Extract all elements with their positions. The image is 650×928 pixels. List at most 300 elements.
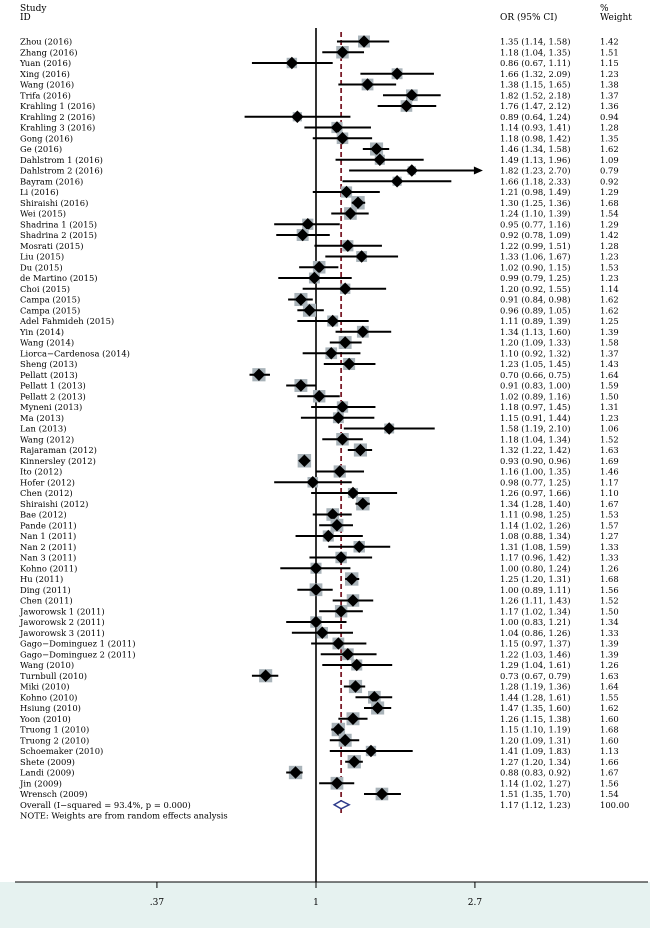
overall-diamond xyxy=(334,801,349,809)
study-weight: 1.23 xyxy=(600,273,619,283)
study-weight: 1.50 xyxy=(600,606,619,617)
study-label: Choi (2015) xyxy=(20,283,71,294)
study-weight: 1.46 xyxy=(600,466,619,477)
study-weight: 1.43 xyxy=(600,359,619,369)
study-weight: 1.68 xyxy=(600,574,619,584)
study-label: Miki (2010) xyxy=(20,681,70,692)
study-rows xyxy=(19,35,619,800)
study-or-ci: 0.70 (0.66, 0.75) xyxy=(500,369,571,380)
study-label: Truong 2 (2010) xyxy=(20,735,90,746)
study-weight: 1.69 xyxy=(600,455,619,466)
study-weight: 1.23 xyxy=(600,251,619,262)
study-weight: 0.92 xyxy=(600,176,619,187)
ci-arrow-icon xyxy=(474,167,483,175)
study-or-ci: 0.99 (0.79, 1.25) xyxy=(500,273,571,283)
study-row xyxy=(20,175,619,187)
study-weight: 1.52 xyxy=(600,595,619,606)
study-label: Gago−Dominguez 1 (2011) xyxy=(20,638,136,649)
study-or-ci: 1.10 (0.92, 1.32) xyxy=(500,348,571,359)
study-row xyxy=(19,616,619,628)
study-or-ci: 1.82 (1.52, 2.18) xyxy=(500,90,571,101)
study-row xyxy=(20,637,619,649)
study-label: Chen (2011) xyxy=(20,595,73,606)
study-or-ci: 0.88 (0.83, 0.92) xyxy=(500,767,571,778)
study-row xyxy=(20,46,619,58)
study-weight: 1.39 xyxy=(600,326,619,337)
study-or-ci: 1.24 (1.10, 1.39) xyxy=(500,208,571,219)
study-or-ci: 0.96 (0.89, 1.05) xyxy=(500,305,571,316)
study-label: Wang (2016) xyxy=(20,79,75,90)
study-label: Ma (2013) xyxy=(20,412,65,423)
study-row xyxy=(19,315,619,327)
study-row xyxy=(20,379,619,392)
study-or-ci: 1.23 (1.05, 1.45) xyxy=(500,359,571,369)
study-label: Shete (2009) xyxy=(20,756,75,767)
study-row xyxy=(20,272,619,284)
study-row xyxy=(20,304,619,317)
study-label: Bayram (2016) xyxy=(20,176,84,187)
study-or-ci: 1.41 (1.09, 1.83) xyxy=(500,746,571,756)
study-label: Bae (2012) xyxy=(20,509,67,520)
study-label: Chen (2012) xyxy=(20,488,73,498)
study-weight: 1.17 xyxy=(600,477,619,488)
study-label: Landi (2009) xyxy=(20,767,75,778)
point-estimate xyxy=(406,164,418,176)
study-weight: 1.52 xyxy=(600,434,619,445)
study-row xyxy=(20,142,619,155)
study-or-ci: 1.14 (1.02, 1.27) xyxy=(500,778,571,789)
study-or-ci: 1.76 (1.47, 2.12) xyxy=(500,101,571,111)
study-or-ci: 1.14 (0.93, 1.41) xyxy=(500,122,571,133)
study-weight: 1.28 xyxy=(600,240,619,251)
study-or-ci: 1.00 (0.89, 1.11) xyxy=(500,584,571,595)
study-label: Turnbull (2010) xyxy=(20,670,87,681)
study-label: Adel Fahmideh (2015) xyxy=(20,316,115,326)
study-weight: 1.68 xyxy=(600,197,619,208)
study-row xyxy=(19,57,619,69)
study-label: Liu (2015) xyxy=(20,251,65,262)
study-or-ci: 1.00 (0.83, 1.21) xyxy=(500,617,571,627)
study-row xyxy=(20,358,619,370)
study-row xyxy=(20,261,619,274)
study-weight: 1.29 xyxy=(600,187,619,197)
study-weight: 1.35 xyxy=(600,133,619,144)
study-row xyxy=(20,723,619,736)
study-label: Pellatt (2013) xyxy=(20,369,78,380)
study-weight: 1.55 xyxy=(600,692,619,703)
study-or-ci: 1.82 (1.23, 2.70) xyxy=(500,165,571,176)
reference-lines xyxy=(316,28,341,882)
study-row xyxy=(20,497,619,510)
study-or-ci: 1.18 (0.97, 1.45) xyxy=(500,402,571,412)
study-weight: 1.28 xyxy=(600,122,619,133)
study-row xyxy=(20,207,619,220)
study-label: Wrensch (2009) xyxy=(20,789,88,799)
study-row xyxy=(20,541,619,553)
study-or-ci: 1.11 (0.89, 1.39) xyxy=(500,316,571,326)
study-row xyxy=(20,562,619,574)
study-weight: 1.53 xyxy=(600,509,619,520)
study-label: Campa (2015) xyxy=(20,305,81,316)
x-axis xyxy=(15,882,648,908)
study-row xyxy=(20,519,619,532)
study-or-ci: 1.04 (0.86, 1.26) xyxy=(500,627,571,638)
study-or-ci: 1.14 (1.02, 1.26) xyxy=(500,520,571,531)
overall-weight: 100.00 xyxy=(600,799,630,810)
study-row xyxy=(20,347,619,359)
study-row xyxy=(20,766,619,779)
study-row xyxy=(20,111,619,123)
study-or-ci: 0.86 (0.67, 1.11) xyxy=(500,58,571,68)
header-id: ID xyxy=(20,13,31,23)
study-weight: 1.63 xyxy=(600,445,619,455)
study-label: Jaworowsk 3 (2011) xyxy=(20,627,105,638)
study-row xyxy=(20,551,619,563)
study-label: Pellatt 2 (2013) xyxy=(20,391,86,402)
study-label: Krahling 2 (2016) xyxy=(20,111,96,122)
study-weight: 1.33 xyxy=(600,552,619,563)
study-weight: 1.23 xyxy=(600,412,619,423)
study-row xyxy=(20,390,619,402)
study-or-ci: 1.35 (1.14, 1.58) xyxy=(500,36,571,47)
study-label: Jaworowsk 1 (2011) xyxy=(20,606,105,617)
study-label: Gago−Dominguez 2 (2011) xyxy=(20,649,136,660)
study-weight: 0.94 xyxy=(600,111,619,122)
study-label: Shiraishi (2016) xyxy=(20,197,89,208)
study-label: Hofer (2012) xyxy=(20,477,75,488)
study-weight: 1.33 xyxy=(600,627,619,638)
study-row xyxy=(20,669,619,682)
study-label: Wei (2015) xyxy=(20,208,67,219)
study-or-ci: 1.22 (1.03, 1.46) xyxy=(500,649,571,660)
header-percent: % xyxy=(600,4,609,14)
study-label: Krahling 3 (2016) xyxy=(20,122,96,133)
study-label: Pellatt 1 (2013) xyxy=(20,380,86,391)
study-or-ci: 1.66 (1.32, 2.09) xyxy=(500,68,571,79)
study-weight: 1.62 xyxy=(600,305,619,316)
study-label: Rajaraman (2012) xyxy=(20,445,97,455)
study-label: Kohno (2010) xyxy=(20,692,78,703)
study-weight: 1.09 xyxy=(600,154,619,165)
study-row xyxy=(20,250,619,262)
study-row xyxy=(19,605,619,617)
study-row xyxy=(20,229,619,241)
study-label: Lan (2013) xyxy=(20,423,67,434)
study-or-ci: 0.93 (0.90, 0.96) xyxy=(500,455,571,466)
study-weight: 1.36 xyxy=(600,101,619,111)
study-label: Wang (2014) xyxy=(20,337,75,348)
overall-or-ci: 1.17 (1.12, 1.23) xyxy=(500,799,571,810)
study-weight: 1.54 xyxy=(600,208,619,219)
study-or-ci: 1.31 (1.08, 1.59) xyxy=(500,541,571,552)
study-label: Truong 1 (2010) xyxy=(20,724,90,735)
study-weight: 1.15 xyxy=(600,58,619,68)
study-row xyxy=(20,433,619,446)
study-or-ci: 1.18 (1.04, 1.35) xyxy=(500,47,571,58)
study-or-ci: 1.02 (0.90, 1.15) xyxy=(500,262,571,273)
study-weight: 1.64 xyxy=(600,681,619,692)
study-weight: 1.42 xyxy=(600,36,619,47)
study-weight: 1.66 xyxy=(600,756,619,767)
study-row xyxy=(20,691,619,704)
study-label: Mosrati (2015) xyxy=(20,240,84,251)
x-tick-label: 1 xyxy=(313,898,319,908)
study-weight: 1.51 xyxy=(600,47,619,58)
study-row xyxy=(20,487,619,499)
study-or-ci: 0.92 (0.78, 1.09) xyxy=(500,230,571,240)
study-row xyxy=(20,164,619,176)
study-weight: 1.60 xyxy=(600,735,619,746)
study-or-ci: 1.30 (1.25, 1.36) xyxy=(500,197,571,208)
study-or-ci: 1.25 (1.20, 1.31) xyxy=(500,574,571,584)
study-row xyxy=(20,78,619,90)
overall-label: Overall (I−squared = 93.4%, p = 0.000) xyxy=(20,799,191,810)
study-row xyxy=(19,326,619,338)
study-weight: 1.14 xyxy=(600,283,619,294)
study-label: Dahlstrom 2 (2016) xyxy=(20,165,103,176)
study-label: Du (2015) xyxy=(20,262,63,273)
study-weight: 1.62 xyxy=(600,703,619,713)
study-label: Kohno (2011) xyxy=(20,563,78,574)
study-row xyxy=(20,121,619,133)
study-row xyxy=(20,701,619,714)
study-row xyxy=(19,712,619,725)
study-label: Yin (2014) xyxy=(20,326,64,337)
study-label: Nan 3 (2011) xyxy=(20,552,77,563)
study-label: Krahling 1 (2016) xyxy=(20,101,96,111)
study-or-ci: 0.91 (0.83, 1.00) xyxy=(500,380,571,391)
study-label: Trifa (2016) xyxy=(20,90,71,101)
study-row xyxy=(20,283,619,295)
study-or-ci: 1.33 (1.06, 1.67) xyxy=(500,251,571,262)
study-or-ci: 1.20 (0.92, 1.55) xyxy=(500,283,571,294)
study-row xyxy=(20,443,619,456)
study-weight: 1.13 xyxy=(600,746,619,756)
study-weight: 1.37 xyxy=(600,348,619,359)
study-label: Ito (2012) xyxy=(20,466,63,477)
study-row xyxy=(20,734,619,747)
study-label: de Martino (2015) xyxy=(20,273,98,283)
study-row xyxy=(20,186,619,198)
study-or-ci: 1.32 (1.22, 1.42) xyxy=(500,445,571,455)
study-or-ci: 0.95 (0.77, 1.16) xyxy=(500,219,571,230)
study-or-ci: 1.15 (0.97, 1.37) xyxy=(500,638,571,649)
study-label: Shiraishi (2012) xyxy=(20,498,89,509)
study-weight: 0.79 xyxy=(600,165,619,176)
study-or-ci: 1.08 (0.88, 1.34) xyxy=(500,531,571,541)
study-weight: 1.58 xyxy=(600,337,619,348)
study-row xyxy=(20,422,619,434)
study-row xyxy=(20,154,619,166)
study-row xyxy=(20,336,619,349)
study-or-ci: 1.00 (0.80, 1.24) xyxy=(500,563,571,574)
study-label: Li (2016) xyxy=(20,187,59,197)
study-row xyxy=(20,454,619,467)
study-row xyxy=(20,368,619,381)
study-row xyxy=(20,583,619,596)
header-weight: Weight xyxy=(600,13,632,23)
study-row xyxy=(20,659,619,671)
study-label: Ge (2016) xyxy=(20,144,63,154)
study-label: Ding (2011) xyxy=(20,584,71,595)
study-label: Dahlstrom 1 (2016) xyxy=(20,154,103,165)
study-or-ci: 1.11 (0.98, 1.25) xyxy=(500,509,571,520)
study-row xyxy=(20,132,619,144)
study-weight: 1.38 xyxy=(600,79,619,90)
study-row xyxy=(20,788,619,801)
study-weight: 1.59 xyxy=(600,380,619,391)
study-or-ci: 0.89 (0.64, 1.24) xyxy=(500,111,571,122)
study-weight: 1.23 xyxy=(600,68,619,79)
study-weight: 1.29 xyxy=(600,219,619,230)
study-weight: 1.31 xyxy=(600,402,619,412)
study-or-ci: 1.27 (1.20, 1.34) xyxy=(500,756,571,767)
x-tick-label: .37 xyxy=(149,898,165,908)
study-row xyxy=(20,35,619,47)
study-label: Sheng (2013) xyxy=(20,359,78,369)
study-weight: 1.63 xyxy=(600,670,619,681)
study-or-ci: 1.58 (1.19, 2.10) xyxy=(500,423,571,434)
study-row xyxy=(20,476,619,488)
study-row xyxy=(20,240,619,252)
study-or-ci: 1.20 (1.09, 1.31) xyxy=(500,735,571,746)
study-row xyxy=(20,401,619,413)
overall-row xyxy=(20,800,629,821)
study-label: Shadrina 1 (2015) xyxy=(20,219,98,230)
study-row xyxy=(20,745,619,757)
study-row xyxy=(20,68,619,80)
study-label: Gong (2016) xyxy=(20,133,73,144)
study-weight: 1.54 xyxy=(600,789,619,799)
study-or-ci: 1.49 (1.13, 1.96) xyxy=(500,154,571,165)
study-row xyxy=(20,508,619,521)
study-or-ci: 1.21 (0.98, 1.49) xyxy=(500,187,571,197)
header-study: Study xyxy=(20,4,47,14)
study-row xyxy=(20,530,619,542)
study-or-ci: 0.73 (0.67, 0.79) xyxy=(500,670,571,681)
study-label: Hu (2011) xyxy=(20,574,64,584)
study-weight: 1.27 xyxy=(600,531,619,541)
study-row xyxy=(19,627,619,639)
study-label: Wang (2012) xyxy=(20,434,75,445)
study-label: Yoon (2010) xyxy=(20,713,71,724)
study-row xyxy=(19,777,619,790)
study-weight: 1.67 xyxy=(600,767,619,778)
study-or-ci: 1.66 (1.18, 2.33) xyxy=(500,176,571,187)
study-label: Liorca−Cardenosa (2014) xyxy=(20,348,130,359)
study-or-ci: 1.20 (1.09, 1.33) xyxy=(500,337,571,348)
study-weight: 1.62 xyxy=(600,144,619,154)
study-or-ci: 0.91 (0.84, 0.98) xyxy=(500,294,571,305)
study-weight: 1.50 xyxy=(600,391,619,402)
study-row xyxy=(20,755,619,768)
study-label: Nan 1 (2011) xyxy=(20,531,77,541)
study-row xyxy=(20,89,619,101)
study-or-ci: 1.18 (0.98, 1.42) xyxy=(500,133,571,144)
study-label: Zhang (2016) xyxy=(20,47,78,58)
study-weight: 1.57 xyxy=(600,520,619,531)
study-weight: 1.53 xyxy=(600,262,619,273)
study-weight: 1.62 xyxy=(600,294,619,305)
study-or-ci: 1.34 (1.28, 1.40) xyxy=(500,498,571,509)
study-or-ci: 1.26 (0.97, 1.66) xyxy=(500,488,571,498)
header-or-ci: OR (95% CI) xyxy=(500,13,558,23)
study-or-ci: 1.17 (1.02, 1.34) xyxy=(500,606,571,617)
study-or-ci: 1.22 (0.99, 1.51) xyxy=(500,240,571,251)
study-or-ci: 1.47 (1.35, 1.60) xyxy=(500,703,571,713)
study-weight: 1.64 xyxy=(600,369,619,380)
study-or-ci: 1.28 (1.19, 1.36) xyxy=(500,681,571,692)
study-row xyxy=(20,293,619,306)
study-or-ci: 1.26 (1.15, 1.38) xyxy=(500,713,571,724)
study-or-ci: 1.26 (1.11, 1.43) xyxy=(500,595,571,606)
study-weight: 1.42 xyxy=(600,230,619,240)
study-label: Kinnersley (2012) xyxy=(20,455,96,466)
study-weight: 1.06 xyxy=(600,423,619,434)
study-row xyxy=(20,465,619,477)
study-weight: 1.10 xyxy=(600,488,619,498)
study-weight: 1.67 xyxy=(600,498,619,509)
study-or-ci: 1.29 (1.04, 1.61) xyxy=(500,660,571,670)
study-label: Shadrina 2 (2015) xyxy=(20,230,98,240)
study-row xyxy=(20,196,619,209)
study-weight: 1.37 xyxy=(600,90,619,101)
study-or-ci: 1.02 (0.89, 1.16) xyxy=(500,391,571,402)
study-row xyxy=(20,594,619,607)
study-label: Xing (2016) xyxy=(20,68,70,79)
study-row xyxy=(20,412,619,424)
study-or-ci: 1.51 (1.35, 1.70) xyxy=(500,789,571,799)
study-label: Pande (2011) xyxy=(20,520,77,531)
study-or-ci: 1.38 (1.15, 1.65) xyxy=(500,79,571,90)
study-weight: 1.26 xyxy=(600,563,619,574)
study-weight: 1.34 xyxy=(600,617,619,627)
study-label: Zhou (2016) xyxy=(20,36,73,47)
study-weight: 1.25 xyxy=(600,316,619,326)
study-or-ci: 1.17 (0.96, 1.42) xyxy=(500,552,571,563)
study-weight: 1.39 xyxy=(600,649,619,660)
study-row xyxy=(20,648,619,660)
weights-note: NOTE: Weights are from random effects analysis xyxy=(20,810,228,821)
study-weight: 1.60 xyxy=(600,713,619,724)
study-or-ci: 1.44 (1.28, 1.61) xyxy=(500,692,571,703)
study-or-ci: 1.16 (1.00, 1.35) xyxy=(500,466,571,477)
study-weight: 1.39 xyxy=(600,638,619,649)
study-weight: 1.68 xyxy=(600,724,619,735)
study-or-ci: 1.18 (1.04, 1.34) xyxy=(500,434,571,445)
study-or-ci: 1.34 (1.13, 1.60) xyxy=(500,326,571,337)
study-label: Hsiung (2010) xyxy=(20,703,81,713)
study-label: Nan 2 (2011) xyxy=(20,541,77,552)
study-weight: 1.26 xyxy=(600,660,619,670)
study-row xyxy=(20,680,619,693)
study-or-ci: 1.15 (0.91, 1.44) xyxy=(500,412,571,423)
study-weight: 1.33 xyxy=(600,541,619,552)
study-label: Campa (2015) xyxy=(20,294,81,305)
x-tick-label: 2.7 xyxy=(467,898,483,908)
study-or-ci: 1.15 (1.10, 1.19) xyxy=(500,724,571,735)
study-row xyxy=(20,100,619,112)
study-row xyxy=(20,218,619,230)
study-label: Jaworowsk 2 (2011) xyxy=(20,617,105,627)
study-label: Myneni (2013) xyxy=(20,402,83,412)
study-or-ci: 1.46 (1.34, 1.58) xyxy=(500,144,571,154)
study-label: Yuan (2016) xyxy=(20,58,72,68)
study-label: Wang (2010) xyxy=(20,660,75,670)
study-or-ci: 0.98 (0.77, 1.25) xyxy=(500,477,571,488)
study-label: Schoemaker (2010) xyxy=(20,746,104,756)
study-label: Jin (2009) xyxy=(20,778,62,789)
